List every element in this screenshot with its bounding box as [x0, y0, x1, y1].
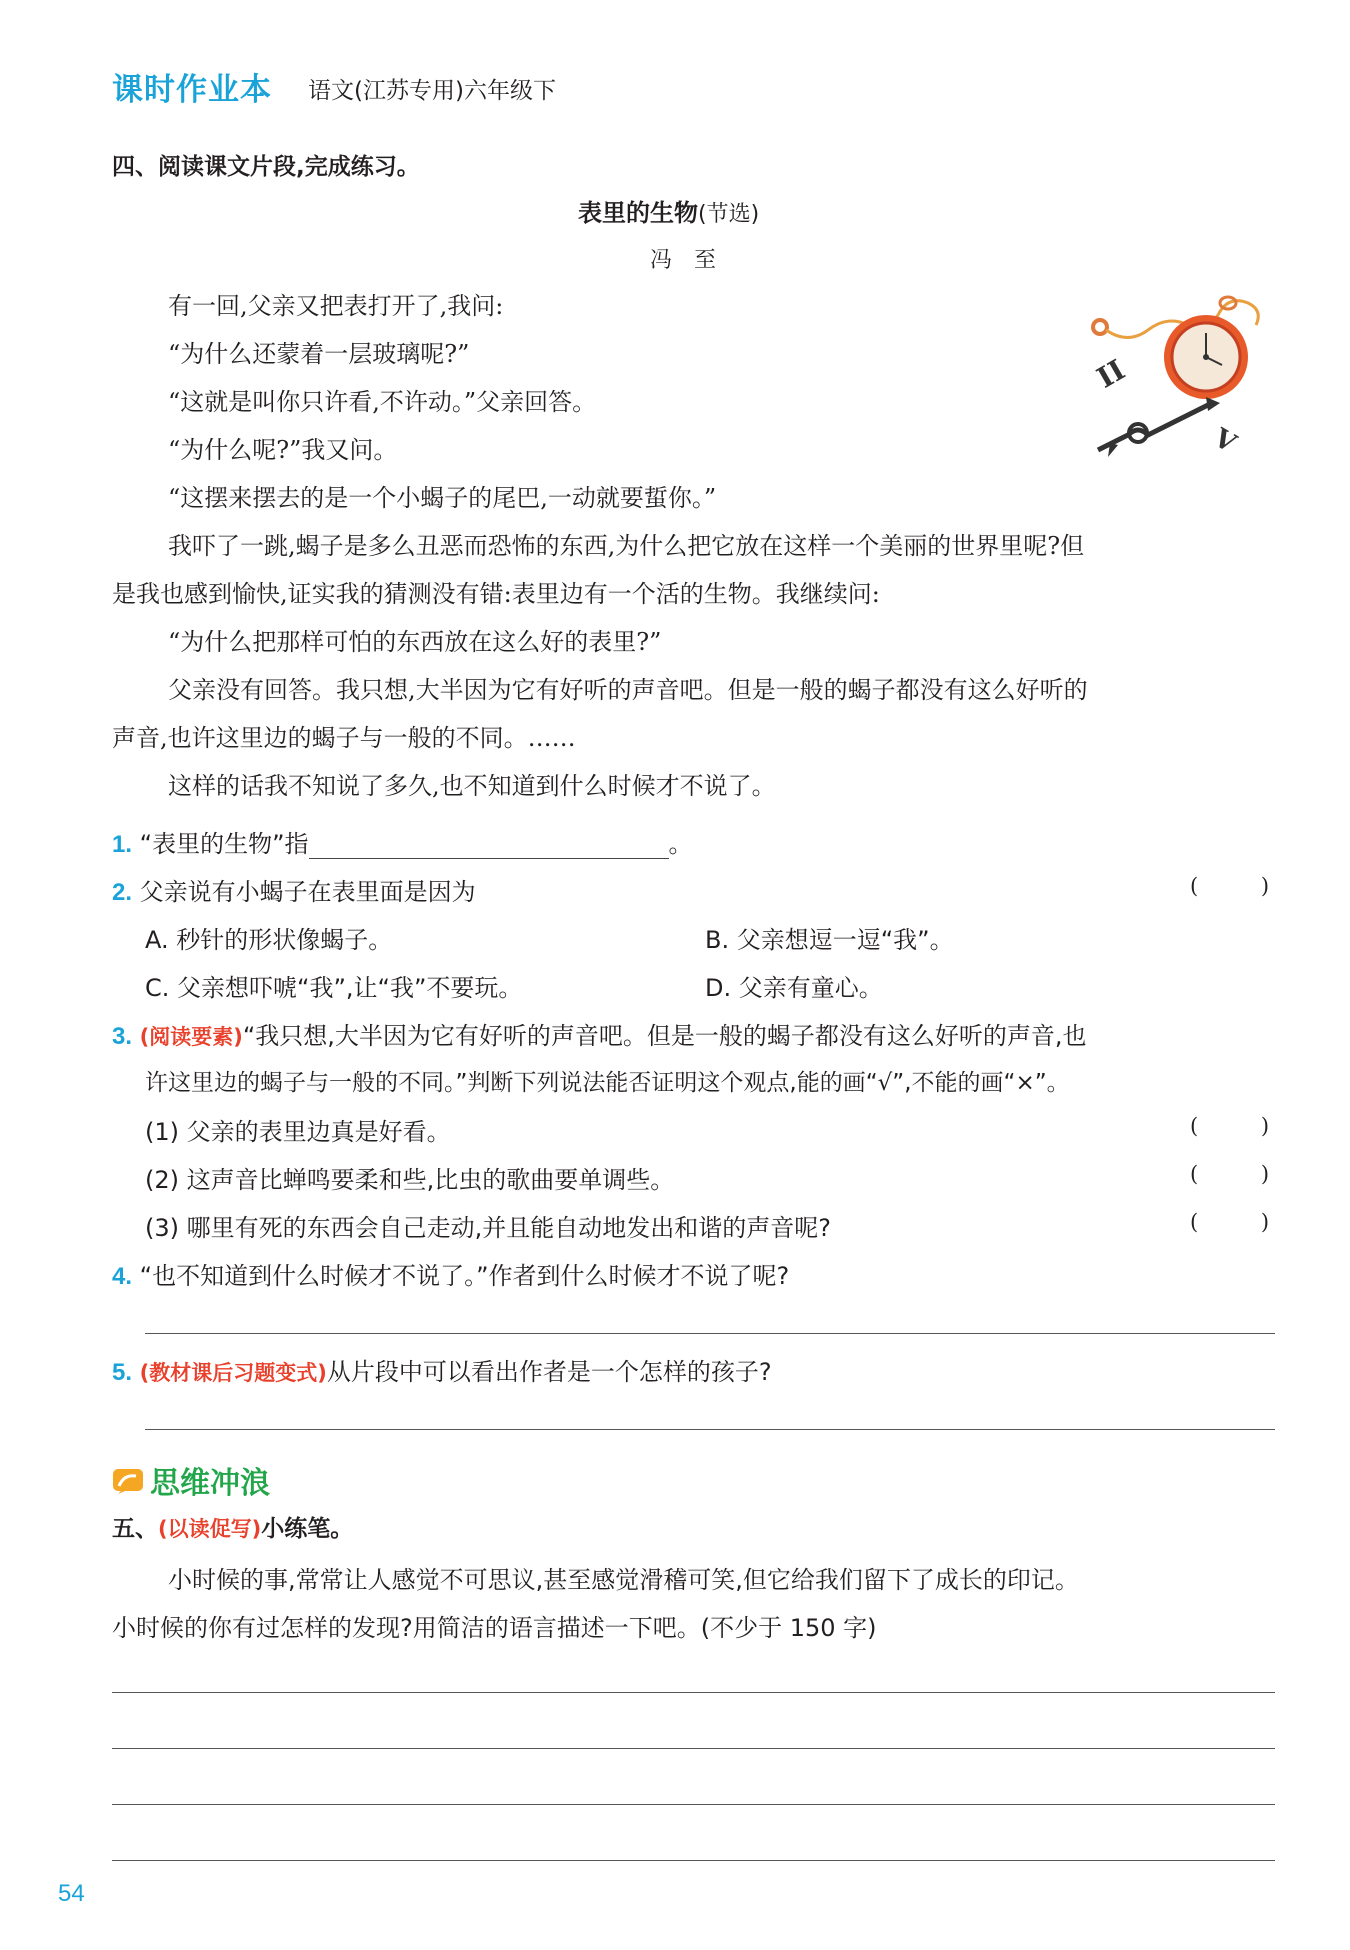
thinking-bubble-icon	[112, 1466, 144, 1494]
section-five-prefix: 五、	[112, 1516, 158, 1542]
brand-title: 课时作业本	[112, 72, 272, 108]
passage-paragraph: 父亲没有回答。我只想,大半因为它有好听的声音吧。但是一般的蝎子都没有这么好听的	[168, 676, 1088, 704]
question-text-cont: 许这里边的蝎子与一般的不同。”判断下列说法能否证明这个观点,能的画“√”,不能的画“×”。	[145, 1070, 1070, 1096]
question-2	[112, 872, 476, 907]
answer-line[interactable]	[145, 1429, 1275, 1430]
thinking-section-header	[112, 1458, 270, 1502]
question-text: “表里的生物”指	[139, 830, 309, 858]
question-4	[112, 1256, 789, 1291]
answer-blank[interactable]	[309, 832, 669, 859]
answer-line[interactable]	[145, 1333, 1275, 1334]
section-five-heading	[112, 1510, 353, 1543]
passage-paragraph: 声音,也许这里边的蝎子与一般的不同。……	[112, 724, 576, 752]
page-number: 54	[58, 1880, 85, 1907]
writing-line[interactable]	[112, 1748, 1275, 1749]
judgement-item: (2) 这声音比蝉鸣要柔和些,比虫的歌曲要单调些。	[145, 1166, 675, 1194]
question-number: 1.	[112, 831, 133, 858]
passage-paragraph: 有一回,父亲又把表打开了,我问:	[168, 292, 504, 320]
option-c: C. 父亲想吓唬“我”,让“我”不要玩。	[145, 974, 523, 1002]
section-four-heading: 四、阅读课文片段,完成练习。	[112, 154, 420, 180]
section-five-title: 小练笔。	[261, 1516, 354, 1542]
passage-paragraph: 这样的话我不知说了多久,也不知道到什么时候才不说了。	[168, 772, 776, 800]
question-end: 。	[668, 830, 693, 858]
writing-prompt: 小时候的事,常常让人感觉不可思议,甚至感觉滑稽可笑,但它给我们留下了成长的印记。	[168, 1566, 1079, 1594]
question-text: “也不知道到什么时候才不说了。”作者到什么时候才不说了呢?	[139, 1262, 790, 1290]
passage-paragraph: 是我也感到愉快,证实我的猜测没有错:表里边有一个活的生物。我继续问:	[112, 580, 880, 608]
question-3	[112, 1016, 1282, 1051]
question-1	[112, 824, 693, 859]
question-text: “我只想,大半因为它有好听的声音吧。但是一般的蝎子都没有这么好听的声音,也	[242, 1022, 1087, 1050]
passage-title-sub: (节选)	[698, 202, 760, 227]
judgement-item: (3) 哪里有死的东西会自己走动,并且能自动地发出和谐的声音呢?	[145, 1214, 831, 1242]
section-five-tag: (以读促写)	[158, 1517, 262, 1541]
svg-text:II: II	[1091, 353, 1131, 395]
passage-paragraph: 我吓了一跳,蝎子是多么丑恶而恐怖的东西,为什么把它放在这样一个美丽的世界里呢?但	[168, 532, 1085, 560]
writing-prompt: 小时候的你有过怎样的发现?用简洁的语言描述一下吧。(不少于 150 字)	[112, 1614, 877, 1642]
question-text: 从片段中可以看出作者是一个怎样的孩子?	[326, 1358, 772, 1386]
passage-title	[578, 193, 759, 228]
svg-text:V: V	[1208, 423, 1241, 460]
question-5	[112, 1352, 772, 1387]
answer-bracket[interactable]: ( )	[1190, 1114, 1298, 1138]
passage-paragraph: “这就是叫你只许看,不许动。”父亲回答。	[168, 388, 597, 416]
writing-line[interactable]	[112, 1804, 1275, 1805]
pocket-watch-illustration	[1088, 285, 1268, 465]
option-b: B. 父亲想逗一逗“我”。	[705, 926, 954, 954]
answer-bracket[interactable]: ( )	[1190, 1210, 1298, 1234]
option-d: D. 父亲有童心。	[705, 974, 883, 1002]
passage-paragraph: “为什么呢?”我又问。	[168, 436, 398, 464]
passage-paragraph: “这摆来摆去的是一个小蝎子的尾巴,一动就要蜇你。”	[168, 484, 717, 512]
question-number: 5.	[112, 1359, 133, 1386]
passage-paragraph: “为什么把那样可怕的东西放在这么好的表里?”	[168, 628, 662, 656]
book-subtitle: 语文(江苏专用)六年级下	[308, 78, 556, 104]
question-number: 2.	[112, 879, 133, 906]
answer-bracket[interactable]: ( )	[1190, 874, 1298, 898]
option-a: A. 秒针的形状像蝎子。	[145, 926, 393, 954]
writing-line[interactable]	[112, 1692, 1275, 1693]
thinking-heading: 思维冲浪	[150, 1466, 270, 1501]
answer-bracket[interactable]: ( )	[1190, 1162, 1298, 1186]
judgement-item: (1) 父亲的表里边真是好看。	[145, 1118, 451, 1146]
question-tag: (阅读要素)	[139, 1025, 243, 1049]
passage-title-main: 表里的生物	[578, 199, 698, 227]
question-text: 父亲说有小蝎子在表里面是因为	[139, 878, 476, 906]
writing-line[interactable]	[112, 1860, 1275, 1861]
question-tag: (教材课后习题变式)	[139, 1361, 327, 1385]
question-number: 4.	[112, 1263, 133, 1290]
passage-paragraph: “为什么还蒙着一层玻璃呢?”	[168, 340, 470, 368]
passage-author: 冯至	[650, 248, 739, 273]
question-number: 3.	[112, 1023, 133, 1050]
